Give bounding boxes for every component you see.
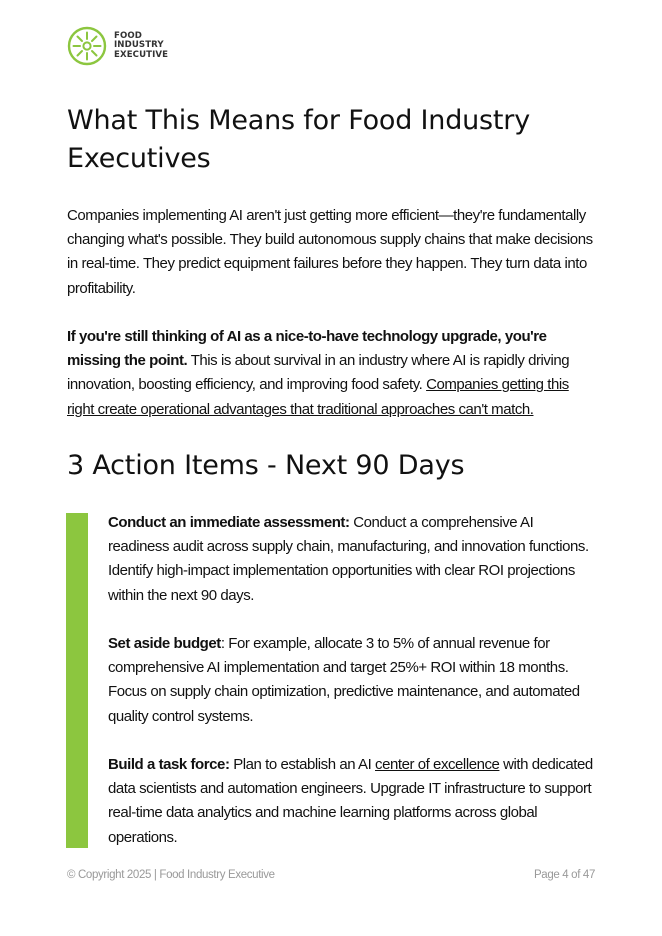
- action-item-title: Conduct an immediate assessment:: [108, 514, 350, 531]
- key-point-text: This is about survival in an industry where AI is rapidly driving innovation, boosting efficiency, and improving food safety.: [67, 352, 570, 394]
- center-of-excellence-link[interactable]: center of excellence: [375, 756, 500, 773]
- callout-accent-bar: [66, 513, 88, 848]
- key-point-paragraph: [67, 325, 597, 422]
- intro-paragraph: Companies implementing AI aren't just getting more efficient—they're fundamentally changing what's possible. They build autonomous supply chains that make decisions in real-time. They predict equipment failures before they happen. They turn data into profitability.: [67, 207, 593, 297]
- brand-line-2: INDUSTRY: [114, 40, 164, 51]
- brand-logo: [67, 26, 168, 66]
- action-item-text: Conduct a comprehensive AI readiness audit across supply chain, manufacturing, and innovation functions. Identify high-impact implementation opportunities with clear ROI projections within the next 90 days.: [108, 514, 589, 604]
- action-item-task-force: [108, 753, 598, 850]
- key-point-bold: If you're still thinking of AI as a nice-to-have technology upgrade, you're missing the point.: [67, 328, 547, 370]
- footer-copyright: © Copyright 2025 | Food Industry Executive: [67, 869, 275, 881]
- action-item-text: Plan to establish an AI: [229, 756, 376, 773]
- action-item-title: Set aside budget: [108, 635, 221, 652]
- action-item-budget: [108, 632, 598, 729]
- action-item-assessment: [108, 511, 598, 608]
- brand-name: [114, 32, 168, 60]
- action-item-text: : For example, allocate 3 to 5% of annual revenue for comprehensive AI implementation and target 25%+ ROI within 18 months. Focus on supply chain optimization, predictive maintenance, and automated quality control systems.: [108, 635, 580, 725]
- brand-line-3: EXECUTIVE: [114, 49, 169, 60]
- footer-page-number: Page 4 of 47: [533, 869, 595, 881]
- section-heading-action-items: 3 Action Items - Next 90 Days: [67, 450, 465, 481]
- companies-advantage-link[interactable]: Companies getting this right create operational advantages that traditional approaches can't match.: [67, 376, 569, 418]
- action-item-text-end: with dedicated data scientists and automation engineers. Upgrade IT infrastructure to support real-time data analytics and machine learning platforms across global operations.: [108, 756, 593, 846]
- action-item-title: Build a task force:: [108, 756, 230, 773]
- brand-line-1: FOOD: [114, 30, 143, 41]
- sun-burst-icon: [67, 26, 107, 66]
- section-heading-executives: What This Means for Food Industry Executives: [67, 105, 530, 174]
